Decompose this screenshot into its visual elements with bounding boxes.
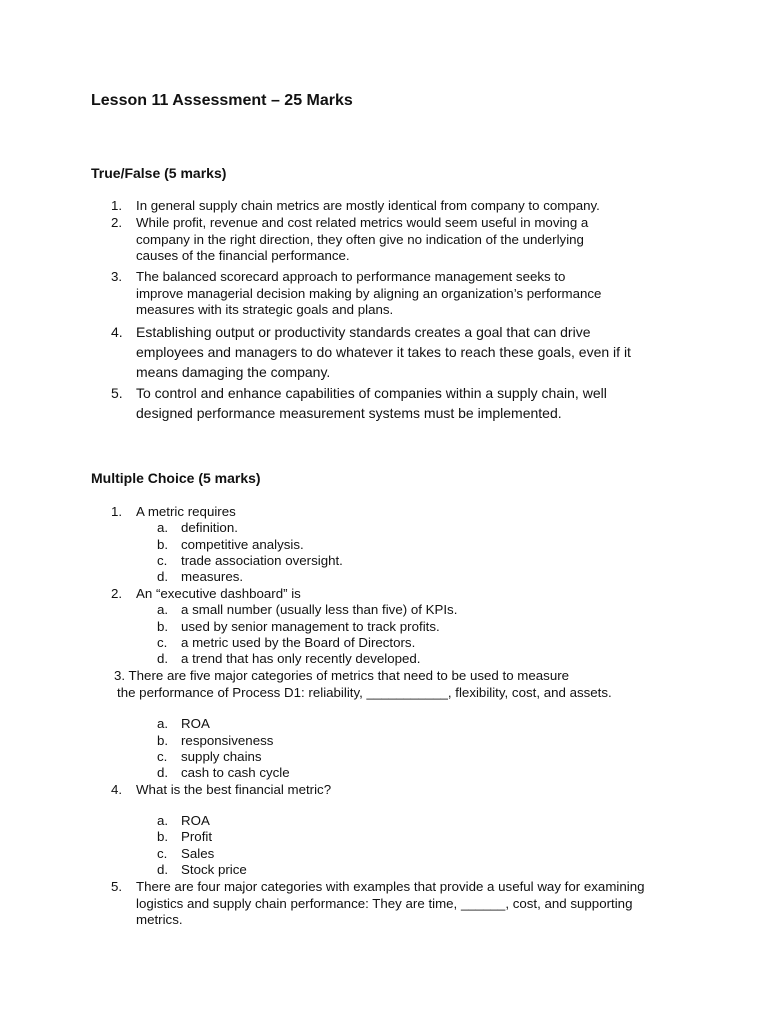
mc-question-3-line-2: the performance of Process D1: reliability, ___________, flexibility, cost, and assets. [117,685,612,700]
document-page: Lesson 11 Assessment – 25 Marks True/False (5 marks) 1. In general supply chain metrics are mostly identical from company to company. 2. While profit, revenue and cost related metrics would seem useful in moving a company in the right direction, they often give no indication of the underlying causes of the financial performance. 3. The balanced scorecard approach to performance management seeks to improve managerial decision making by aligning an organization’s performance measures with its strategic goals and plans. 4. Establishing output or productivity standards creates a goal that can drive employees and managers to do whatever it takes to reach these goals, even if it means damaging the company. 5. To control and enhance capabilities of companies within a supply chain, well designed performance measurement systems must be implemented. Multiple Choice (5 marks) 1. A metric requires a. definition. b. competitive analysis. c. trade association oversight. d. measures. 2. An “executive dashboard” is a. a small number (usually less than five) of KPIs. b. used by senior management to track profits. c. a metric used by the Board of Directors. d. a trend that has only recently developed. 3. There are five major categories of metrics that need to be used to measure the performance of Process D1: reliability, ___________, flexibility, cost, and assets. a. ROA b. responsiveness c. supply chains d. cash to cash cycle 4. What is the best financial metric? a. ROA b. Profit c. Sales d. Stock price 5. There are four major categories with examples that provide a useful way for examining logistics and supply chain performance: They are time, ______, cost, and supporting metrics. [91,92,645,927]
page-title: Lesson 11 Assessment – 25 Marks [91,92,353,109]
section-heading-multiple-choice: Multiple Choice (5 marks) [91,470,261,486]
mc-question-3-line-1: 3. There are five major categories of metrics that need to be used to measure [114,668,570,683]
section-heading-true-false: True/False (5 marks) [91,165,227,181]
